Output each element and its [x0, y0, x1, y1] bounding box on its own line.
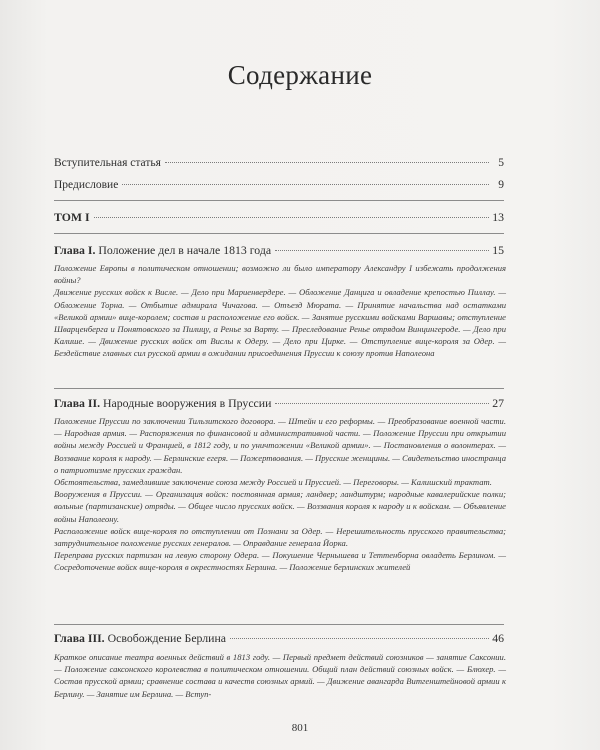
toc-entry-page: 5 — [498, 157, 504, 169]
toc-entry-page: 9 — [498, 179, 504, 191]
summary-paragraph: Расположение войск вице-короля по отступлении от Познани за Одер. — Нерешительность прусского правительства; затруднительное положение русских генералов. — Оправдание генерала Йорка. — [54, 525, 506, 549]
toc-entry-tom[interactable] — [54, 210, 504, 225]
toc-entry-label: Предисловие — [54, 179, 119, 191]
chapter-page: 15 — [492, 243, 504, 257]
chapter-1-summary — [54, 262, 506, 360]
page-title: Содержание — [227, 60, 373, 90]
toc-chapter-2[interactable] — [54, 396, 504, 411]
summary-paragraph: Обстоятельства, замедлившие заключение союза между Россией и Пруссией. — Переговоры. — Калишский трактат. — [54, 477, 492, 488]
toc-chapter-1[interactable] — [54, 243, 504, 258]
chapter-prefix: Глава I. — [54, 243, 96, 257]
summary-paragraph: Движение русских войск к Висле. — Дело при Мариенвердере. — Обложение Данцига и овладение крепостью Пиллау. — Обложение Торна. — Отбытие адмирала Чичагова. — Отъезд Мюрата. — Принятие начальства над остатками «Великой армии» вице-королем; состав и расположение его войск. — Занятие русскими войсками Варшавы; отступление Шварценберга и Понятовского за Пилицу, а Ренье за Варту. — Преследование Ренье отрядом Винцингероде. — Дело при Калише. — Движение русских войск от Вислы к Одеру. — Дело при Цирке. — Отступление вице-короля за Одер. — Бездействие главных сил русской армии в ожидании присоединения Пруссии к союзу против Наполеона — [54, 287, 506, 359]
chapter-prefix: Глава III. — [54, 631, 105, 645]
toc-chapter-3[interactable] — [54, 631, 504, 646]
chapter-page: 27 — [492, 396, 504, 410]
toc-entry-label: ТОМ I — [54, 210, 90, 224]
section-divider — [54, 624, 504, 625]
toc-entry-page: 13 — [492, 210, 504, 224]
section-divider — [54, 233, 504, 234]
summary-paragraph: Переправа русских партизан на левую сторону Одера. — Покушение Чернышева и Теттенборна овладеть Берлином. — Сосредоточение войск вице-короля в окрестностях Берлина. — Положение берлинских жителей — [54, 550, 506, 573]
toc-entry-label: Вступительная статья — [54, 157, 161, 169]
summary-paragraph: Положение Европы в политическом отношении; возможно ли было императору Александру I избежать продолжения войны? — [54, 263, 506, 286]
leader-dots — [122, 184, 489, 185]
page-number: 801 — [291, 722, 309, 734]
chapter-2-summary — [54, 415, 506, 574]
summary-paragraph: Краткое описание театра военных действий в 1813 году. — Первый предмет действий союзников — занятие Саксонии. — Положение саксонского королевства в политическом отношении. Общий план действий союзных войск. — Блюхер. — Состав прусской армии; сравнение состава и качеств союзных армий. — Движение авангарда Витгенштейновой армии к Берлину. — Занятие им Берлина. — Вступ- — [54, 652, 506, 699]
leader-dots — [275, 403, 489, 404]
toc-entry-intro[interactable] — [54, 157, 504, 169]
chapter-title: Освобождение Берлина — [107, 631, 227, 645]
leader-dots — [94, 217, 489, 218]
summary-paragraph: Положение Пруссии по заключении Тильзитского договора. — Штейн и его реформы. — Преобразование военной части. — Народная армия. — Распоряжения по финансовой и административной части. — Положение Пруссии при открытии войны между Россией и Францией, в 1812 году, и по уничтожении «Великой армии». — Постановления о волонтерах. — Воззвание короля к народу. — Берлинские егеря. — Пожертвования. — Прусские женщины. — Свидетельство иностранца о патриотизме прусских граждан. — [54, 416, 506, 475]
chapter-title: Положение дел в начале 1813 года — [98, 243, 272, 257]
section-divider — [54, 388, 504, 389]
chapter-3-summary — [54, 651, 506, 700]
toc-entry-preface[interactable] — [54, 179, 504, 191]
chapter-title: Народные вооружения в Пруссии — [103, 396, 272, 410]
leader-dots — [275, 250, 489, 251]
summary-paragraph: Вооружения в Пруссии. — Организация войск: постоянная армия; ландвер; ландштурм; народные кавалерийские полки; вольные (партизанские) отряды. — Общее число прусских войск. — Воззвания короля к народу и к войскам. — Объявление войны Наполеону. — [54, 489, 506, 524]
leader-dots — [230, 638, 489, 639]
section-divider — [54, 200, 504, 201]
chapter-page: 46 — [492, 631, 504, 645]
chapter-prefix: Глава II. — [54, 396, 101, 410]
leader-dots — [165, 162, 489, 163]
